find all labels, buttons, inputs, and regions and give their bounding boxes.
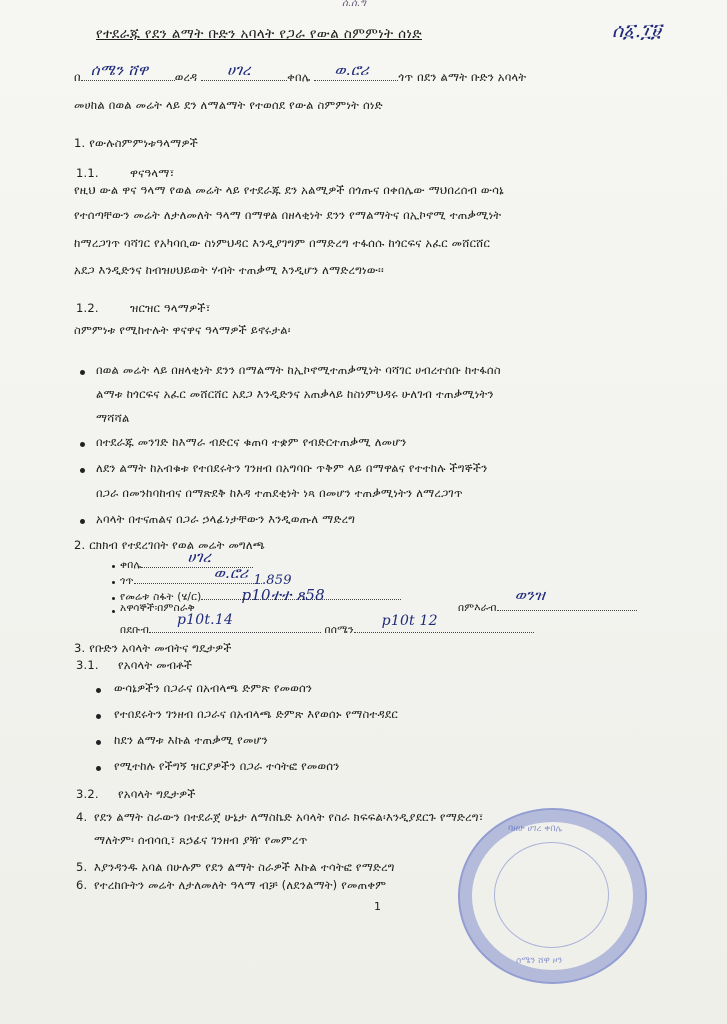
stamp-inner-ring xyxy=(494,842,609,948)
bullet-line: በጋራ በመንከባከብና በማጽደቅ ከእዳ ተጠደቂነት ነጻ በመሆን ተጠቃሚነትን ለማረጋገጥ xyxy=(96,486,463,500)
bullet-dot xyxy=(80,468,85,473)
page-number: 1 xyxy=(374,900,381,913)
intro-line-2: መሀከል በወል መሬት ላይ ደን ለማልማት የተወሰደ የውል ስምምነት ሰነድ xyxy=(74,98,383,112)
official-stamp xyxy=(458,808,647,984)
section-1-1-number: 1.1. xyxy=(76,166,99,180)
bullet-dot xyxy=(112,610,115,613)
bullet-dot xyxy=(112,565,115,568)
item-line: የደን ልማት ስራውን በተደራጀ ሁኔታ ለማስኬድ አባላት የስራ ክፍፍል፡እንዲያደርጉ የማድረግ፣ xyxy=(94,810,484,824)
paragraph-line: የተሰጣቸውን መሬት ለታለመለት ዓላማ በማዋል በዘላቂነት ደንን የማልማትና በኢኮኖሚ ተጠቃሚነት xyxy=(74,208,502,222)
reference-number: ሰ፩.፲፱ xyxy=(612,20,662,42)
section-1-1-title: ዋናዓላማ፣ xyxy=(130,166,175,180)
bullet-line: አባላት በተናጠልና በጋራ ኃላፊነታቸውን እንዲወጡለ ማድረግ xyxy=(96,512,356,526)
bullet-dot xyxy=(112,581,115,584)
item-line: ማለትም፡ ሰብሳቢ፣ ጸኃፊና ገንዘብ ያዥ የመምረጥ xyxy=(94,833,308,847)
right-item: የሚተከሉ የችግኝ ዝርያዎችን በጋራ ተሳትፎ የመወሰን xyxy=(114,759,340,773)
item-number: 5. xyxy=(76,860,88,874)
kebele-handwritten: ወ.ሮሪ xyxy=(334,61,369,79)
section-1-2-title: ዝርዝር ዓላማዎች፣ xyxy=(130,301,211,315)
stamp-bottom-text: ሰሜን ሸዋ ዞን xyxy=(516,956,563,966)
paragraph-line: የዚህ ውል ዋና ዓላማ የወል መሬት ላይ የተደራጁ ደን አልሚዎች በጎጡና በቀበሌው ማህበረሰብ ውሳኔ xyxy=(74,183,504,197)
intro-line-1: በ ሰሜን ሸዋ ወረዳ ሀገረ ቀበሌ ወ.ሮሪ ጎጥ በደን ልማት ቡድን አባላት xyxy=(74,61,527,84)
got-row: ጎጥ ወ.ሮሪ xyxy=(120,573,262,588)
section-3-2-number: 3.2. xyxy=(76,787,99,801)
bullet-line: ለደን ልማት ከአብቁቱ የተበደሩትን ገንዘብ በአግባቡ ጥቅም ላይ በማዋልና የተተከሉ ችግኞችን xyxy=(96,461,488,475)
area-row: የመሬቱ ስፋት (ሄ/ር) 1.859 p10ተተ ጸ58 xyxy=(120,589,401,604)
area-value-top: 1.859 xyxy=(253,573,292,588)
owner-row: አዋሳኞች፡በምስራቅ xyxy=(120,602,195,614)
south-row: በደቡብ p10t.14 በሰሜን p10t 12 xyxy=(120,622,534,637)
north-value: p10t 12 xyxy=(381,613,438,629)
kebele-value: ሀገረ xyxy=(187,548,212,566)
got-value: ወ.ሮሪ xyxy=(213,564,249,582)
section-1-2-number: 1.2. xyxy=(76,301,99,315)
bullet-dot xyxy=(96,714,101,719)
section-1-2-intro: ስምምነቱ የሚከተሉት ዋናዋና ዓላማዎች ይኖሩታል፡ xyxy=(74,323,291,337)
section-3-2-title: የአባላት ግዴታዎች xyxy=(118,787,196,801)
bullet-line: በወል መሬት ላይ በዘላቂነት ደንን በማልማት ከኢኮኖሚተጠቃሚነት ባሻገር ሀብረተሰቡ ከተፋሰስ xyxy=(96,363,501,377)
west-value: ወንዝ xyxy=(514,586,545,604)
paragraph-line: ከማረጋገጥ ባሻገር የአካባቢው ስነምህዳር እንዲያገግም በማድረግ ተፋሰሱ ከጎርፍና አፈር መሸርሸር xyxy=(74,236,491,250)
paragraph-line: አደጋ እንዲድንና ከብዝሀህይወት ሃብት ተጠቃሚ እንዲሆን ለማድረግነው፡፡ xyxy=(74,263,384,277)
south-value: p10t.14 xyxy=(176,612,234,628)
section-1-heading: 1. የውሉስምምነቱዓላማዎች xyxy=(74,136,199,150)
right-item: የተበደሩትን ገንዘብ በጋራና በአብላጫ ድምጽ እየወሰኑ የማስተዳደር xyxy=(114,707,398,721)
corner-mark: ሰ.ሰ.ግ xyxy=(342,0,366,9)
bullet-dot xyxy=(96,688,101,693)
right-item: ውሳኔዎችን በጋራና በአብላጫ ድምጽ የመወሰን xyxy=(114,681,313,695)
item-line: እያንዳንዱ አባል በሁሉም የደን ልማት ስራዎች እኩል ተሳትፎ የማድረግ xyxy=(94,860,395,874)
bullet-line: በተደራጁ መንገድ ከእማራ ብድርና ቁጠባ ተቋም የብድርተጠቃሚ ለመሆን xyxy=(96,435,407,449)
section-3-1-number: 3.1. xyxy=(76,658,99,672)
stamp-top-text: ባዘሁ ሀገረ ቀበሌ xyxy=(508,824,563,834)
bullet-dot xyxy=(80,370,85,375)
section-3-heading: 3. የቡድን አባላት መብትና ግዴታዎች xyxy=(74,641,232,655)
bullet-line: ማሻሻል xyxy=(96,411,130,425)
item-number: 4. xyxy=(76,810,88,824)
bullet-dot xyxy=(112,597,115,600)
area-value: p10ተተ ጸ58 xyxy=(241,586,325,604)
west-row: በምእራብ ወንዝ xyxy=(458,600,637,615)
section-2-heading: 2. ርክክብ የተደረገበት የወል መሬት መግለጫ xyxy=(74,538,265,552)
document-title: የተደራጁ የደን ልማት ቡድን አባላት የጋራ የውል ስምምነት ሰነድ xyxy=(96,26,423,42)
bullet-dot xyxy=(96,766,101,771)
zone-handwritten: ሰሜን ሸዋ xyxy=(90,61,149,79)
section-3-1-title: የአባላት መብቶች xyxy=(118,658,193,672)
bullet-dot xyxy=(80,519,85,524)
bullet-dot xyxy=(96,740,101,745)
kebele-row: ቀበሌ ሀገረ xyxy=(120,557,253,572)
item-line: የተረከቡትን መሬት ለታለመለት ዓላማ ብቻ (ለደንልማት) የመጠቀም xyxy=(94,878,387,892)
woreda-handwritten: ሀገረ xyxy=(227,61,251,79)
bullet-line: ልማቱ ከጎርፍና አፈር መሸርሸር አደጋ እንዲድንና አጠቃላይ ከስነምህዳሩ ሁለገብ ተጠቃሚነትን xyxy=(96,387,494,401)
item-number: 6. xyxy=(76,878,88,892)
right-item: ከደን ልማቱ እኩል ተጠቃሚ የመሆን xyxy=(114,733,268,747)
bullet-dot xyxy=(80,442,85,447)
